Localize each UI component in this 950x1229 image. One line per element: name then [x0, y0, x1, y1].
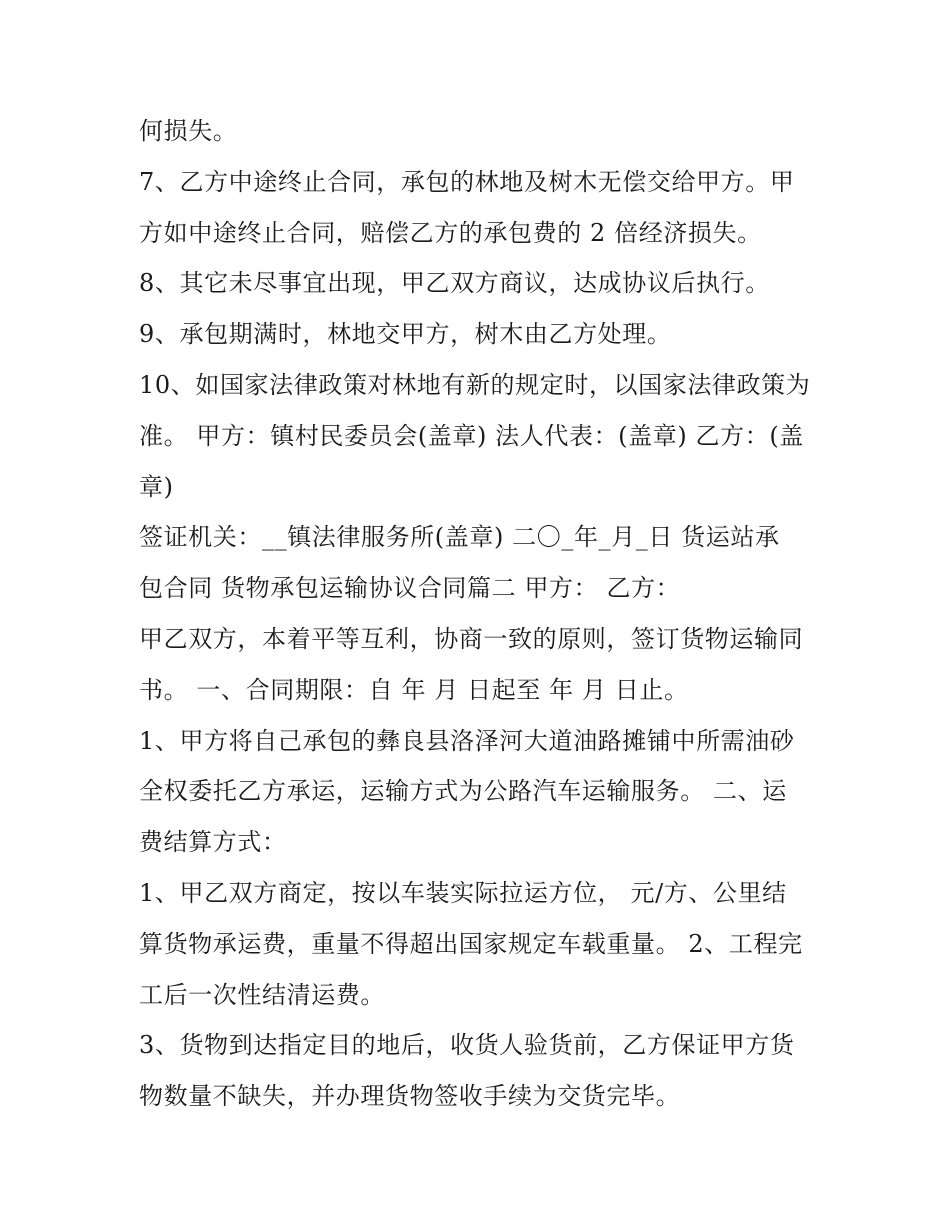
text-line: 算货物承运费，重量不得超出国家规定车载重量。 2、工程完: [139, 929, 803, 958]
text-line: 方如中途终止合同，赔偿乙方的承包费的 2 倍经济损失。: [139, 218, 762, 247]
text-line: 1、甲方将自己承包的彝良县洛泽河大道油路摊铺中所需油砂: [139, 726, 795, 755]
text-line: 1、甲乙双方商定，按以车装实际拉运方位， 元/方、公里结: [139, 878, 787, 907]
text-line: 全权委托乙方承运，运输方式为公路汽车运输服务。 二、运: [139, 777, 787, 806]
text-line: 何损失。: [139, 117, 238, 145]
document-body: [139, 106, 819, 1122]
text-line: 9、承包期满时，林地交甲方，树木由乙方处理。: [139, 320, 672, 349]
text-line: 7、乙方中途终止合同，承包的林地及树木无偿交给甲方。甲: [139, 167, 795, 196]
text-line: 甲乙双方，本着平等互利，协商一致的原则，签订货物运输同: [139, 624, 804, 653]
text-line: 包合同 货物承包运输协议合同篇二 甲方： 乙方：: [139, 574, 681, 603]
text-line: 准。 甲方：镇村民委员会(盖章) 法人代表：(盖章) 乙方：(盖: [139, 421, 804, 450]
text-line: 书。 一、合同期限：自 年 月 日起至 年 月 日止。: [139, 675, 689, 704]
text-line: 章): [139, 472, 174, 501]
text-line: 费结算方式：: [139, 828, 287, 857]
text-line: 工后一次性结清运费。: [139, 980, 385, 1009]
text-line: 8、其它未尽事宜出现，甲乙双方商议，达成协议后执行。: [139, 269, 770, 298]
text-line: 物数量不缺失，并办理货物签收手续为交货完毕。: [139, 1082, 681, 1111]
text-line: 签证机关：__镇法律服务所(盖章) 二〇_年_月_日 货运站承: [139, 523, 780, 552]
text-line: 10、如国家法律政策对林地有新的规定时，以国家法律政策为: [139, 370, 811, 399]
text-line: 3、货物到达指定目的地后，收货人验货前，乙方保证甲方货: [139, 1031, 795, 1060]
